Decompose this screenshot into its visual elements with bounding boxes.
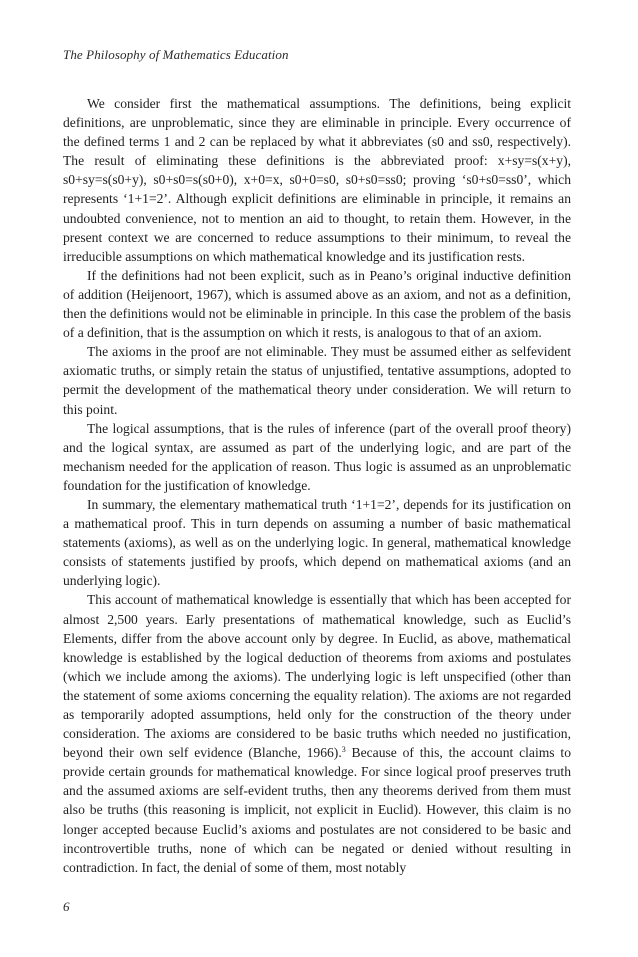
- page-number: 6: [63, 899, 70, 914]
- footnote-marker[interactable]: 3: [341, 745, 346, 755]
- paragraph-4: The logical assumptions, that is the rules of inference (part of the overall proof theory) and the logical syntax, are assumed as part of the underlying logic, and are part of the mechanism needed for the application of reason. Thus logic is assumed as an unproblematic foundation for the justification of knowledge.: [63, 420, 571, 493]
- paragraph-6-text-after-note: Because of this, the account claims to provide certain grounds for mathematical knowledge. For since logical proof preserves truth and the assumed axioms are self-evident truths, then any theorems derived from them must also be truths (this reasoning is implicit, not explicit in Euclid). However, this claim is no longer accepted because Euclid’s axioms and postulates are not considered to be basic and incontrovertible truths, none of which can be negated or denied without resulting in contradiction. In fact, the denial of some of them, most notably: [63, 745, 571, 875]
- paragraph-2: If the definitions had not been explicit, such as in Peano’s original inductive definition of addition (Heijenoort, 1967), which is assumed above as an axiom, and not as a definition, then the definitions would not be eliminable in principle. In this case the problem of the basis of a definition, that is the assumption on which it rests, is analogous to that of an axiom.: [63, 267, 571, 341]
- paragraph-3: The axioms in the proof are not eliminable. They must be assumed either as selfevident axiomatic truths, or simply retain the status of unjustified, tentative assumptions, adopted to permit the development of the mathematical theory under consideration. We will return to this point.: [63, 344, 571, 417]
- running-head: The Philosophy of Mathematics Education: [63, 47, 289, 62]
- body-text: [63, 94, 571, 877]
- paragraph-6: [63, 590, 571, 876]
- paragraph-1: We consider first the mathematical assumptions. The definitions, being explicit definitions, are unproblematic, since they are eliminable in principle. Every occurrence of the defined terms 1 and 2 can be replaced by what it abbreviates (s0 and ss0, respectively). The result of eliminating these definitions is the abbreviated proof: x+sy=s(x+y), s0+sy=s(s0+y), s0+s0=s(s0+0), x+0=x, s0+0=s0, s0+s0=ss0; proving ‘s0+s0=ss0’, which represents ‘1+1=2’. Although explicit definitions are eliminable in principle, it remains an undoubted convenience, not to mention an aid to thought, to retain them. However, in the present context we are concerned to reduce assumptions to their minimum, to reveal the irreducible assumptions on which mathematical knowledge and its justification rests.: [63, 96, 571, 264]
- paragraph-5: In summary, the elementary mathematical truth ‘1+1=2’, depends for its justification on a mathematical proof. This in turn depends on assuming a number of basic mathematical statements (axioms), as well as on the underlying logic. In general, mathematical knowledge consists of statements justified by proofs, which depend on mathematical axioms (and an underlying logic).: [63, 496, 571, 589]
- paragraph-6-text-before-note: This account of mathematical knowledge is essentially that which has been accepted for almost 2,500 years. Early presentations of mathematical knowledge, such as Euclid’s Elements, differ from the above account only by degree. In Euclid, as above, mathematical knowledge is established by the logical deduction of theorems from axioms and postulates (which we include among the axioms). The underlying logic is left unspecified (other than the statement of some axioms concerning the equality relation). The axioms are not regarded as temporarily adopted assumptions, held only for the construction of the theory under consideration. The axioms are considered to be basic truths which needed no justification, beyond their own self evidence (Blanche, 1966).: [63, 592, 571, 761]
